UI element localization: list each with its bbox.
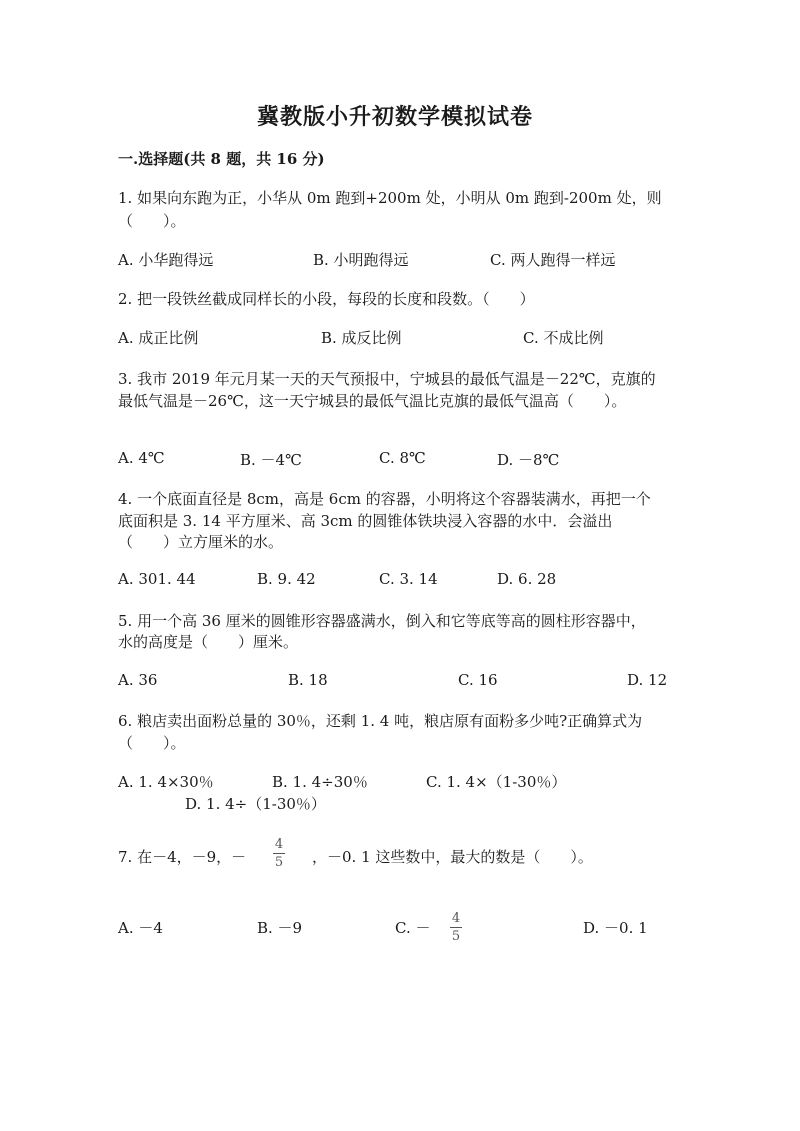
q7-option-c-denominator: 5	[451, 929, 461, 944]
q2-option-c[interactable]: C. 不成比例	[523, 329, 604, 347]
q7-fraction-denominator: 5	[274, 855, 284, 870]
question-6-line-2: （ ）。	[118, 734, 186, 752]
q7-fraction-numerator: 4	[274, 837, 284, 852]
question-5-line-2: 水的高度是（ ）厘米。	[118, 633, 299, 651]
q4-option-d[interactable]: D. 6. 28	[497, 570, 557, 588]
question-5-line-1: 5. 用一个高 36 厘米的圆锥形容器盛满水，倒入和它等底等高的圆柱形容器中，	[118, 612, 646, 630]
question-1-line-1: 1. 如果向东跑为正，小华从 0m 跑到+200m 处，小明从 0m 跑到-200m 处，则	[118, 189, 662, 207]
q4-option-b[interactable]: B. 9. 42	[257, 570, 316, 588]
q4-option-a[interactable]: A. 301. 44	[118, 570, 196, 588]
question-3-line-1: 3. 我市 2019 年元月某一天的天气预报中，宁城县的最低气温是－22℃，克旗的	[118, 370, 656, 388]
q5-option-a[interactable]: A. 36	[118, 671, 158, 689]
fraction-bar	[450, 927, 462, 928]
q6-option-a[interactable]: A. 1. 4×30％	[118, 773, 214, 791]
q3-option-a[interactable]: A. 4℃	[118, 449, 165, 467]
q7-fraction	[273, 837, 285, 870]
section-heading: 一.选择题(共 8 题，共 16 分)	[118, 150, 325, 168]
q5-option-c[interactable]: C. 16	[458, 671, 498, 689]
q7-option-d[interactable]: D. －0. 1	[583, 919, 648, 937]
q7-option-c[interactable]: C. －	[395, 919, 431, 937]
q7-option-c-numerator: 4	[451, 911, 461, 926]
question-6-line-1: 6. 粮店卖出面粉总量的 30％，还剩 1. 4 吨，粮店原有面粉多少吨?正确算式为	[118, 712, 643, 730]
q5-option-b[interactable]: B. 18	[288, 671, 328, 689]
q5-option-d[interactable]: D. 12	[627, 671, 668, 689]
q4-option-c[interactable]: C. 3. 14	[379, 570, 438, 588]
question-7-prefix: 7. 在－4，－9，－	[118, 848, 247, 866]
q6-option-d[interactable]: D. 1. 4÷（1-30％）	[185, 795, 326, 813]
q3-option-c[interactable]: C. 8℃	[379, 449, 426, 467]
page-title: 冀教版小升初数学模拟试卷	[257, 104, 534, 130]
q3-option-b[interactable]: B. －4℃	[240, 451, 302, 469]
question-2-line-1: 2. 把一段铁丝截成同样长的小段，每段的长度和段数。（ ）	[118, 290, 535, 308]
q2-option-b[interactable]: B. 成反比例	[321, 329, 402, 347]
question-4-line-3: （ ）立方厘米的水。	[118, 533, 284, 551]
q6-option-b[interactable]: B. 1. 4÷30％	[272, 773, 368, 791]
q1-option-a[interactable]: A. 小华跑得远	[118, 251, 214, 269]
q6-option-c[interactable]: C. 1. 4×（1-30％）	[426, 773, 567, 791]
question-3-line-2: 最低气温是－26℃，这一天宁城县的最低气温比克旗的最低气温高（ ）。	[118, 392, 627, 410]
question-4-line-1: 4. 一个底面直径是 8cm，高是 6cm 的容器，小明将这个容器装满水，再把一个	[118, 490, 651, 508]
q7-option-b[interactable]: B. －9	[257, 919, 303, 937]
q1-option-c[interactable]: C. 两人跑得一样远	[490, 251, 616, 269]
q2-option-a[interactable]: A. 成正比例	[118, 329, 199, 347]
question-7-suffix: ，－0. 1 这些数中，最大的数是（ ）。	[312, 848, 593, 866]
q1-option-b[interactable]: B. 小明跑得远	[313, 251, 409, 269]
q3-option-d[interactable]: D. －8℃	[497, 451, 560, 469]
q7-option-a[interactable]: A. －4	[118, 919, 163, 937]
question-4-line-2: 底面积是 3. 14 平方厘米、高 3cm 的圆锥体铁块浸入容器的水中．会溢出	[118, 512, 613, 530]
fraction-bar	[273, 853, 285, 854]
q7-option-c-fraction	[450, 911, 462, 944]
question-1-line-2: （ ）。	[118, 212, 186, 230]
